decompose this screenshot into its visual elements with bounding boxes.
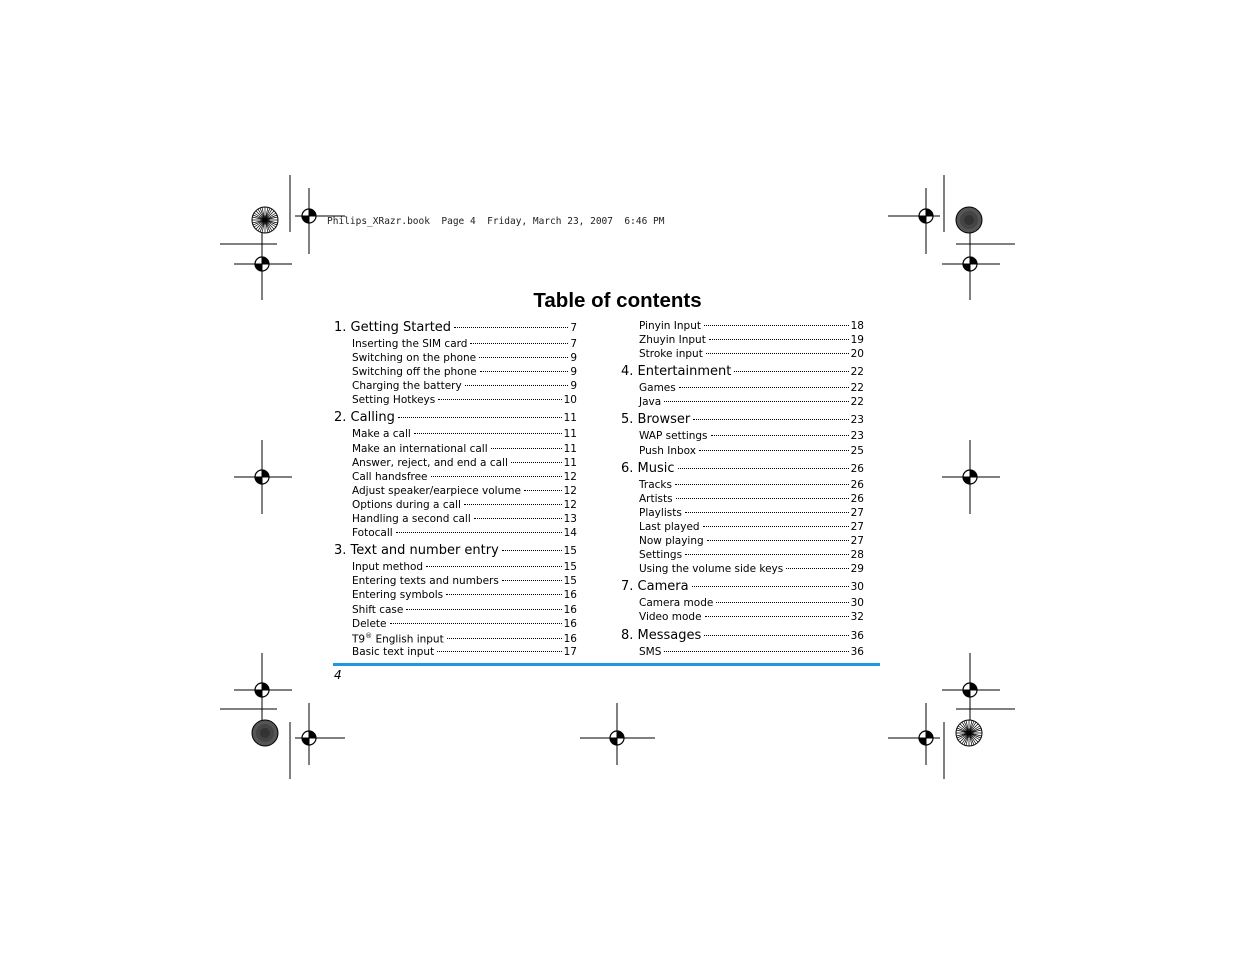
- toc-entry-page: 27: [850, 535, 864, 548]
- toc-section-entry[interactable]: [334, 646, 577, 660]
- dot-leader: [706, 353, 849, 354]
- toc-entry-page: 11: [563, 412, 577, 425]
- toc-entry-label: Camera mode: [639, 597, 714, 610]
- toc-chapter-entry[interactable]: [621, 579, 864, 597]
- toc-section-entry[interactable]: [621, 320, 864, 334]
- dot-leader: [693, 419, 848, 420]
- toc-entry-label: 5. Browser: [621, 412, 691, 428]
- toc-entry-page: 16: [563, 603, 577, 616]
- page-title: Table of contents: [533, 289, 702, 312]
- toc-entry-label: Using the volume side keys: [639, 563, 784, 576]
- toc-entry-page: 10: [563, 394, 577, 407]
- toc-section-entry[interactable]: [621, 445, 864, 459]
- toc-section-entry[interactable]: [621, 521, 864, 535]
- toc-entry-label: Input method: [352, 561, 424, 574]
- toc-entry-page: 30: [850, 581, 864, 594]
- toc-entry-label: Games: [639, 382, 676, 395]
- toc-entry-label: Zhuyin Input: [639, 334, 706, 347]
- dot-leader: [676, 498, 849, 499]
- toc-entry-label: 2. Calling: [334, 410, 395, 426]
- dot-leader: [426, 566, 562, 567]
- dot-leader: [709, 339, 849, 340]
- toc-entry-page: 23: [850, 430, 864, 443]
- toc-entry-page: 22: [850, 396, 864, 409]
- toc-entry-label: 8. Messages: [621, 627, 702, 643]
- toc-entry-page: 9: [570, 380, 577, 393]
- toc-section-entry[interactable]: [334, 394, 577, 408]
- dot-leader: [431, 476, 562, 477]
- dot-leader: [675, 484, 849, 485]
- toc-entry-page: 12: [563, 484, 577, 497]
- toc-entry-label: Shift case: [352, 603, 404, 616]
- toc-entry-label: Push Inbox: [639, 444, 696, 457]
- toc-entry-page: 26: [850, 478, 864, 491]
- toc-column-left: [334, 320, 577, 660]
- toc-entry-label: Answer, reject, and end a call: [352, 456, 508, 469]
- toc-section-entry[interactable]: [621, 611, 864, 625]
- toc-section-entry[interactable]: [334, 513, 577, 527]
- toc-entry-page: 16: [563, 617, 577, 630]
- toc-entry-label: 7. Camera: [621, 579, 689, 595]
- dot-leader: [398, 417, 562, 418]
- toc-entry-label: Fotocall: [352, 527, 393, 540]
- toc-section-entry[interactable]: [621, 479, 864, 493]
- toc-entry-label: Charging the battery: [352, 380, 462, 393]
- toc-chapter-entry[interactable]: [621, 412, 864, 430]
- toc-entry-page: 16: [563, 633, 577, 646]
- toc-entry-label: Call handsfree: [352, 470, 428, 483]
- dot-leader: [707, 540, 849, 541]
- toc-entry-page: 26: [850, 462, 864, 475]
- toc-entry-label: Make an international call: [352, 442, 488, 455]
- dot-leader: [704, 635, 848, 636]
- dot-leader: [414, 433, 562, 434]
- toc-entry-page: 23: [850, 414, 864, 427]
- toc-entry-page: 27: [850, 520, 864, 533]
- dot-leader: [711, 435, 849, 436]
- toc-entry-page: 36: [850, 645, 864, 658]
- toc-section-entry[interactable]: [621, 507, 864, 521]
- toc-entry-page: 27: [850, 506, 864, 519]
- dot-leader: [396, 532, 562, 533]
- toc-section-entry[interactable]: [334, 527, 577, 541]
- toc-entry-page: 15: [563, 545, 577, 558]
- dot-leader: [664, 651, 848, 652]
- toc-entry-label: Pinyin Input: [639, 320, 701, 332]
- toc-entry-label: Video mode: [639, 611, 702, 624]
- dot-leader: [716, 602, 848, 603]
- dot-leader: [664, 401, 848, 402]
- toc-entry-label: Options during a call: [352, 498, 461, 511]
- toc-entry-page: 11: [563, 428, 577, 441]
- footer-rule: [333, 663, 880, 666]
- toc-entry-page: 12: [563, 498, 577, 511]
- toc-section-entry[interactable]: [621, 382, 864, 396]
- toc-section-entry[interactable]: [621, 493, 864, 507]
- toc-entry-label: Playlists: [639, 506, 682, 519]
- toc-entry-page: 7: [570, 338, 577, 350]
- toc-entry-page: 14: [563, 527, 577, 540]
- toc-section-entry[interactable]: [621, 396, 864, 410]
- toc-entry-page: 30: [850, 597, 864, 610]
- toc-entry-label: 4. Entertainment: [621, 364, 732, 380]
- toc-entry-label: Switching off the phone: [352, 366, 477, 379]
- toc-section-entry[interactable]: [334, 618, 577, 632]
- toc-entry-page: 28: [850, 549, 864, 562]
- toc-section-entry[interactable]: [334, 443, 577, 457]
- toc-entry-label: Settings: [639, 549, 683, 562]
- toc-section-entry[interactable]: [334, 380, 577, 394]
- toc-entry-page: 22: [850, 382, 864, 395]
- toc-section-entry[interactable]: [621, 563, 864, 577]
- toc-chapter-entry[interactable]: [334, 410, 577, 428]
- toc-entry-label: Last played: [639, 520, 700, 533]
- dot-leader: [491, 448, 562, 449]
- toc-section-entry[interactable]: [334, 589, 577, 603]
- toc-entry-page: 18: [850, 320, 864, 332]
- toc-entry-label: Tracks: [639, 478, 672, 491]
- dot-leader: [480, 371, 569, 372]
- dot-leader: [465, 385, 569, 386]
- toc-entry-page: 25: [850, 444, 864, 457]
- toc-entry-page: 15: [563, 561, 577, 574]
- toc-chapter-entry[interactable]: [621, 364, 864, 382]
- toc-entry-page: 7: [570, 322, 577, 334]
- dot-leader: [678, 468, 849, 469]
- toc-entry-page: 9: [570, 352, 577, 365]
- dot-leader: [479, 357, 568, 358]
- toc-entry-label: Stroke input: [639, 348, 703, 361]
- toc-entry-label: Now playing: [639, 535, 704, 548]
- toc-entry-page: 12: [563, 470, 577, 483]
- toc-entry-page: 16: [563, 589, 577, 602]
- toc-chapter-entry[interactable]: [621, 628, 864, 646]
- dot-leader: [464, 504, 562, 505]
- dot-leader: [524, 490, 562, 491]
- dot-leader: [679, 387, 849, 388]
- toc-entry-label: Adjust speaker/earpiece volume: [352, 484, 521, 497]
- toc-entry-page: 29: [850, 563, 864, 576]
- dot-leader: [446, 594, 561, 595]
- toc-section-entry[interactable]: [334, 338, 577, 352]
- toc-section-entry[interactable]: [621, 348, 864, 362]
- dot-leader: [437, 651, 561, 652]
- toc-entry-page: 11: [563, 456, 577, 469]
- dot-leader: [454, 327, 568, 328]
- dot-leader: [470, 343, 568, 344]
- dot-leader: [699, 450, 849, 451]
- toc-entry-label: 3. Text and number entry: [334, 543, 499, 559]
- toc-entry-label: Make a call: [352, 428, 411, 441]
- toc-entry-page: 11: [563, 442, 577, 455]
- toc-section-entry[interactable]: [334, 471, 577, 485]
- toc-entry-label: 6. Music: [621, 460, 675, 476]
- toc-entry-label: Handling a second call: [352, 513, 471, 526]
- dot-leader: [703, 526, 849, 527]
- toc-section-entry[interactable]: [334, 575, 577, 589]
- toc-chapter-entry[interactable]: [334, 320, 577, 338]
- toc-entry-page: 20: [850, 348, 864, 361]
- toc-entry-label: Entering texts and numbers: [352, 575, 499, 588]
- toc-entry-page: 32: [850, 611, 864, 624]
- toc-section-entry[interactable]: [621, 334, 864, 348]
- toc-entry-label: Java: [639, 396, 662, 409]
- toc-chapter-entry[interactable]: [334, 543, 577, 561]
- toc-section-entry[interactable]: [334, 604, 577, 618]
- dot-leader: [511, 462, 562, 463]
- dot-leader: [734, 371, 848, 372]
- toc-entry-label: Switching on the phone: [352, 352, 477, 365]
- toc-entry-label: T9® English input: [352, 631, 444, 646]
- toc-section-entry[interactable]: [334, 352, 577, 366]
- dot-leader: [502, 580, 562, 581]
- toc-entry-label: Inserting the SIM card: [352, 338, 468, 350]
- toc-section-entry[interactable]: [334, 457, 577, 471]
- dot-leader: [685, 512, 849, 513]
- toc-section-entry[interactable]: [621, 597, 864, 611]
- toc-section-entry[interactable]: [621, 430, 864, 444]
- print-slug: Philips_XRazr.book Page 4 Friday, March 23, 2007 6:46 PM: [327, 216, 665, 227]
- toc-entry-page: 13: [563, 513, 577, 526]
- dot-leader: [786, 568, 848, 569]
- toc-entry-page: 17: [563, 645, 577, 658]
- dot-leader: [447, 638, 562, 639]
- toc-section-entry[interactable]: [334, 428, 577, 442]
- toc-entry-page: 26: [850, 492, 864, 505]
- dot-leader: [692, 586, 849, 587]
- toc-entry-label: Delete: [352, 617, 387, 630]
- dot-leader: [390, 623, 562, 624]
- toc-entry-label: Basic text input: [352, 645, 435, 658]
- dot-leader: [705, 616, 849, 617]
- toc-entry-label: WAP settings: [639, 430, 708, 443]
- toc-entry-label: Entering symbols: [352, 589, 444, 602]
- toc-section-entry[interactable]: [334, 485, 577, 499]
- page-number: 4: [334, 668, 342, 682]
- toc-section-entry[interactable]: [621, 549, 864, 563]
- toc-entry-page: 22: [850, 366, 864, 379]
- toc-entry-page: 15: [563, 575, 577, 588]
- toc-entry-label: Artists: [639, 492, 673, 505]
- toc-entry-page: 36: [850, 629, 864, 642]
- toc-section-entry[interactable]: [621, 646, 864, 660]
- toc-entry-page: 19: [850, 334, 864, 347]
- toc-section-entry[interactable]: [334, 561, 577, 575]
- toc-column-right: [621, 320, 864, 660]
- toc-entry-page: 9: [570, 366, 577, 379]
- toc-entry-label: Setting Hotkeys: [352, 394, 436, 407]
- dot-leader: [474, 518, 562, 519]
- dot-leader: [406, 609, 561, 610]
- toc-section-entry[interactable]: [334, 499, 577, 513]
- dot-leader: [685, 554, 849, 555]
- toc-section-entry[interactable]: [334, 366, 577, 380]
- toc-entry-label: 1. Getting Started: [334, 320, 452, 335]
- dot-leader: [704, 325, 849, 326]
- toc-section-entry[interactable]: [334, 632, 577, 646]
- dot-leader: [438, 399, 561, 400]
- toc-entry-label: SMS: [639, 645, 662, 658]
- dot-leader: [502, 550, 562, 551]
- toc-chapter-entry[interactable]: [621, 461, 864, 479]
- toc-section-entry[interactable]: [621, 535, 864, 549]
